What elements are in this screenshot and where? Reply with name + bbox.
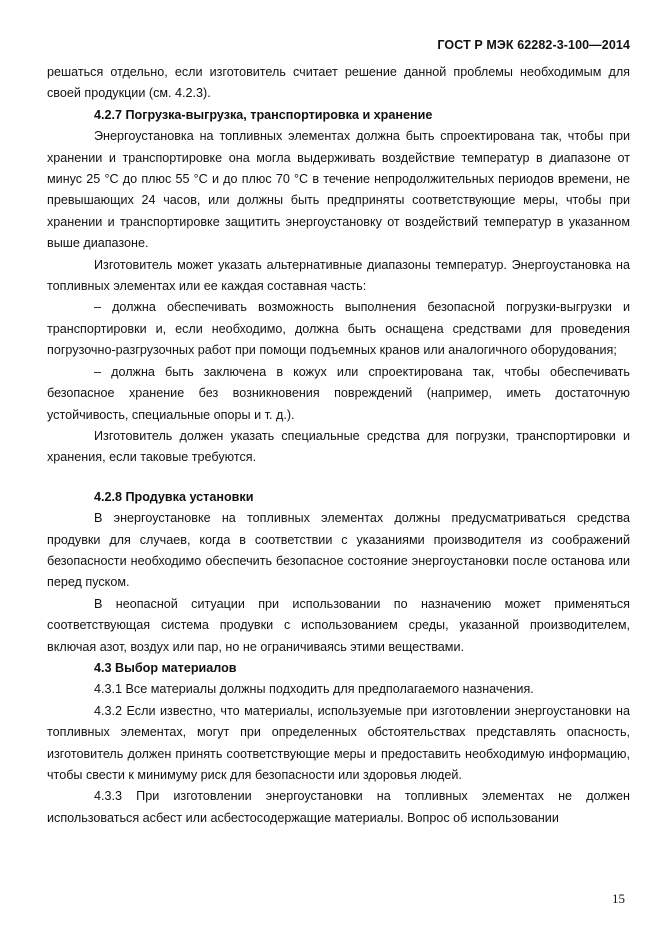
page-body (47, 62, 630, 829)
paragraph-4-3-3: 4.3.3 При изготовлении энергоустановки на топливных элементах не должен использоваться асбест или асбестосодержащие материалы. Вопрос об использовании (47, 789, 630, 825)
list-item-lifting: – должна обеспечивать возможность выполнения безопасной погрузки-выгрузки и транспортировки и, если необходимо, должна быть оснащена средствами для проведения погрузочно-разгрузочных работ при помощи подъемных кранов или аналогичного оборудования; (47, 300, 630, 358)
list-item-enclosure: – должна быть заключена в кожух или спроектирована так, чтобы обеспечивать безопасное хранение без возникновения повреждений (например, иметь достаточную устойчивость, специальные опоры и т. д.). (47, 364, 630, 422)
intro-paragraph: решаться отдельно, если изготовитель считает решение данной проблемы необходимым для своей продукции (см. 4.2.3). (47, 65, 630, 101)
paragraph-4-3-2: 4.3.2 Если известно, что материалы, используемые при изготовлении энергоустановки на топливных элементах, могут при определенных обстоятельствах представлять опасность, изготовитель должен принять соответствующие меры и предоставить необходимую информацию, чтобы свести к минимуму риск для безопасности или здоровья людей. (47, 703, 630, 782)
section-heading-4-3: 4.3 Выбор материалов (94, 660, 237, 675)
section-heading-4-2-8: 4.2.8 Продувка установки (94, 489, 254, 504)
document-header: ГОСТ Р МЭК 62282-3-100—2014 (437, 38, 630, 52)
paragraph-4-3-1: 4.3.1 Все материалы должны подходить для предполагаемого назначения. (94, 682, 534, 697)
paragraph-4-2-8-purge: В энергоустановке на топливных элементах должны предусматриваться средства продувки для случаев, когда в соответствии с указаниями производителя из соображений безопасности необходимо обеспечить безопасное состояние энергоустановки после останова или перед пуском. (47, 511, 630, 590)
section-heading-4-2-7: 4.2.7 Погрузка-выгрузка, транспортировка и хранение (94, 107, 433, 122)
paragraph-4-2-8-system: В неопасной ситуации при использовании по назначению может применяться соответствующая система продувки с использованием среды, указанной производителем, включая азот, воздух или пар, но не ограничиваясь этими веществами. (47, 596, 630, 654)
page-number: 15 (612, 891, 625, 906)
paragraph-4-2-7-temperature: Энергоустановка на топливных элементах должна быть спроектирована так, чтобы при хранении и транспортировке она могла выдерживать воздействие температур в диапазоне от минус 25 °С до плюс 55 °С и до плюс 70 °С в течение непродолжительных периодов времени, не превышающих 24 часов, или должны быть предприняты соответствующие меры, чтобы при хранении и транспортировке защитить энергоустановку от воздействий температур в указанном выше диапазоне. (47, 129, 630, 251)
paragraph-4-2-7-alternatives: Изготовитель может указать альтернативные диапазоны температур. Энергоустановка на топливных элементах или ее каждая составная часть: (47, 257, 630, 294)
paragraph-4-2-7-means: Изготовитель должен указать специальные средства для погрузки, транспортировки и хранения, если таковые требуются. (47, 428, 630, 465)
